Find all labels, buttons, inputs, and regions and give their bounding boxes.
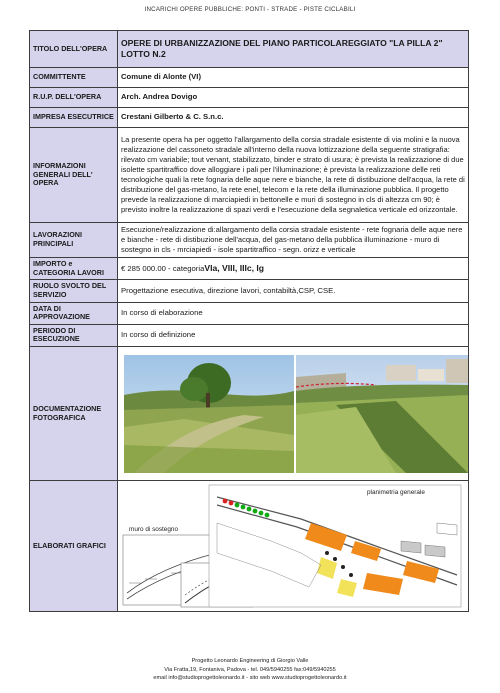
documentazione-value <box>118 347 469 481</box>
project-sheet-table <box>29 30 469 612</box>
importo-label: IMPORTO e CATEGORIA LAVORI <box>30 258 118 280</box>
committente-value: Comune di Alonte (VI) <box>118 68 469 88</box>
page-footer <box>0 657 500 683</box>
importo-value <box>118 258 469 280</box>
row-ruolo <box>30 280 469 302</box>
committente-label: COMMITTENTE <box>30 68 118 88</box>
rup-value: Arch. Andrea Dovigo <box>118 88 469 108</box>
titolo-value: OPERE DI URBANIZZAZIONE DEL PIANO PARTICOLAREGGIATO "LA PILLA 2" LOTTO N.2 <box>118 31 469 68</box>
impresa-label: IMPRESA ESECUTRICE <box>30 108 118 128</box>
footer-line-1: Progetto Leonardo Engineering di Giorgio Valle <box>191 658 309 664</box>
rup-label: R.U.P. DELL'OPERA <box>30 88 118 108</box>
site-photo-2 <box>296 355 468 473</box>
data-approvazione-value: In corso di elaborazione <box>118 302 469 324</box>
importo-amount: € 285 000.00 - categoria <box>121 263 205 273</box>
technical-drawing <box>121 483 465 609</box>
documentazione-label: DOCUMENTAZIONE FOTOGRAFICA <box>30 347 118 481</box>
footer-line-3: email info@studioprogettoleonardo.it - sito web www.studioprogettoleonardo.it <box>153 675 347 682</box>
row-periodo <box>30 324 469 346</box>
ruolo-label: RUOLO SVOLTO DEL SERVIZIO <box>30 280 118 302</box>
row-titolo <box>30 31 469 68</box>
row-data-approvazione <box>30 302 469 324</box>
site-photo-1 <box>124 355 294 473</box>
lavorazioni-value: Esecuzione/realizzazione di:allargamento della corsia stradale esistente - rete fognaria delle aque nere e bianche - rete di distibuzione dell'acqua, del gas-metano della pubblica illuminazione - muro di sostegno in cls - mrciapiedi - isole spartitraffico - segn. orizz e verticale <box>118 223 469 258</box>
periodo-label: PERIODO DI ESECUZIONE <box>30 324 118 346</box>
footer-line-2: Via Fratta,19, Fontaniva, Padova - tel. 049/5940255 fax:049/5940255 <box>164 666 336 673</box>
planimetria-label: planimetria generale <box>367 489 425 497</box>
page-header: INCARICHI OPERE PUBBLICHE: PONTI - STRADE - PISTE CICLABILI <box>144 6 356 13</box>
elaborati-label: ELABORATI GRAFICI <box>30 481 118 612</box>
row-informazioni <box>30 128 469 223</box>
lavorazioni-label: LAVORAZIONI PRINCIPALI <box>30 223 118 258</box>
data-approvazione-label: DATA DI APPROVAZIONE <box>30 302 118 324</box>
informazioni-value: La presente opera ha per oggetto l'allargamento della corsia stradale esistente di via molini e la nuova realizzazione del cassoneto stradale all'interno della nuova lottizzazione della seguente stratigrafia: rilevato cm variabile; tout venant, stabilizzato, binder e strato di usura; è prevista la realizzazione di due isolette spartitraffico dove alloggiare i pali per l'illuminazione; è prevista la realizzazione delle reti tecnologiche quali la rete fognaria delle aque nere e bianche, la rete di distibuzione dell'acqua, la rete di distribuzione del gas-metano, la rete enel, telecom e la rete della illuminazione pubblica. Il progetto prevede la realizzazione di marciapiedi in bettonelle e muri di sostegno in cls di altezza cm 90; è previsto inoltre la realizzazione di spazi verdi e l'esecuzione della segnaletica verticale ed orizzontale. <box>118 128 469 223</box>
muro-label: muro di sostegno <box>129 526 179 534</box>
importo-categories: VIa, VIII, IIIc, Ig <box>204 262 265 273</box>
row-elaborati <box>30 481 469 612</box>
row-rup <box>30 88 469 108</box>
row-documentazione <box>30 347 469 481</box>
elaborati-value <box>118 481 469 612</box>
informazioni-label: INFORMAZIONI GENERALI DELL' OPERA <box>30 128 118 223</box>
row-importo <box>30 258 469 280</box>
row-lavorazioni <box>30 223 469 258</box>
row-committente <box>30 68 469 88</box>
impresa-value: Crestani Gilberto & C. S.n.c. <box>118 108 469 128</box>
periodo-value: In corso di definizione <box>118 324 469 346</box>
row-impresa <box>30 108 469 128</box>
ruolo-value: Progettazione esecutiva, direzione lavori, contabiltà,CSP, CSE. <box>118 280 469 302</box>
titolo-label: TITOLO DELL'OPERA <box>30 31 118 68</box>
